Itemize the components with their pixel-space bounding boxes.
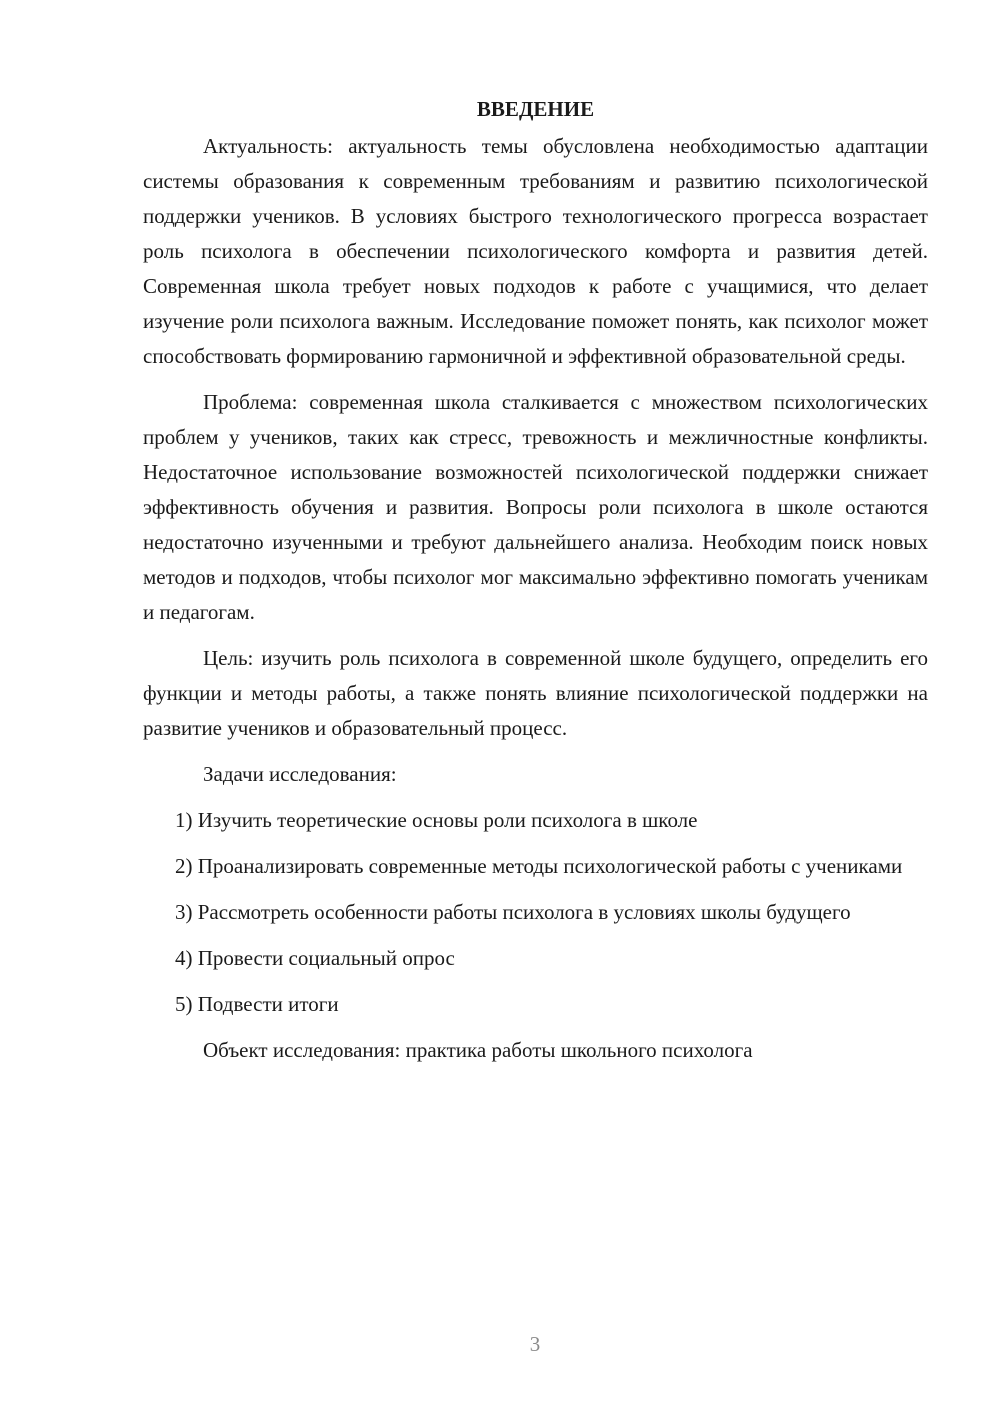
- object-paragraph: Объект исследования: практика работы школьного психолога: [203, 1038, 753, 1062]
- tasks-heading: Задачи исследования:: [203, 762, 397, 786]
- task-item: 3) Рассмотреть особенности работы психолога в условиях школы будущего: [175, 900, 851, 924]
- page-number: 3: [529, 1332, 541, 1356]
- task-item: 5) Подвести итоги: [175, 992, 339, 1016]
- relevance-paragraph: Актуальность: актуальность темы обусловлена необходимостью адаптации системы образования к современным требованиям и развитию психологической поддержки учеников. В условиях быстрого технологического прогресса возрастает роль психолога в обеспечении психологического комфорта и развития детей. Современная школа требует новых подходов к работе с учащимися, что делает изучение роли психолога важным. Исследование поможет понять, как психолог может способствовать формированию гармоничной и эффективной образовательной среды.: [143, 134, 928, 368]
- problem-paragraph: Проблема: современная школа сталкивается с множеством психологических проблем у учеников, таких как стресс, тревожность и межличностные конфликты. Недостаточное использование возможностей психологической поддержки снижает эффективность обучения и развития. Вопросы роли психолога в школе остаются недостаточно изученными и требуют дальнейшего анализа. Необходим поиск новых методов и подходов, чтобы психолог мог максимально эффективно помогать ученикам и педагогам.: [143, 390, 928, 624]
- task-item: 2) Проанализировать современные методы психологической работы с учениками: [175, 854, 903, 878]
- section-title: ВВЕДЕНИЕ: [476, 97, 595, 121]
- goal-paragraph: Цель: изучить роль психолога в современной школе будущего, определить его функции и методы работы, а также понять влияние психологической поддержки на развитие учеников и образовательный процесс.: [143, 646, 928, 740]
- task-item: 1) Изучить теоретические основы роли психолога в школе: [175, 808, 698, 832]
- document-page: [143, 92, 928, 1079]
- task-item: 4) Провести социальный опрос: [175, 946, 455, 970]
